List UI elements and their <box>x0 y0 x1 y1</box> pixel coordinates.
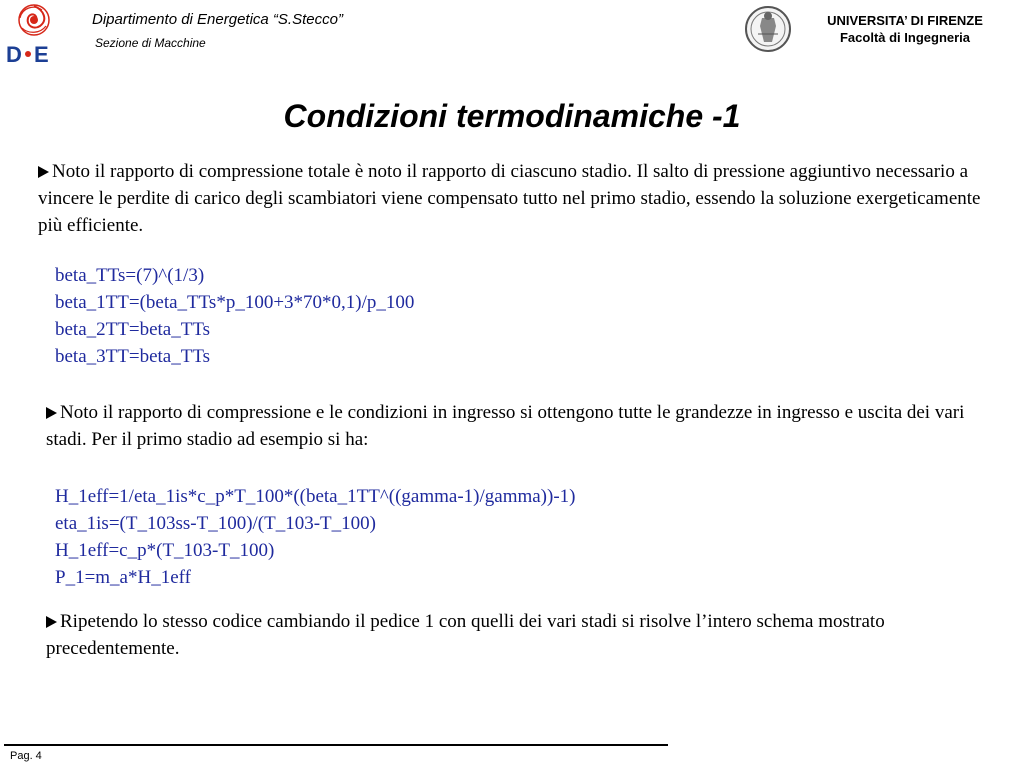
bullet-arrow-icon <box>38 166 49 178</box>
footer-divider <box>4 744 668 746</box>
code-line: beta_2TT=beta_TTs <box>55 319 210 340</box>
code-line: eta_1is=(T_103ss-T_100)/(T_103-T_100) <box>55 513 376 534</box>
bullet-paragraph-2 <box>46 399 996 453</box>
paragraph-text: Noto il rapporto di compressione totale è noto il rapporto di ciascuno stadio. Il salto di pressione aggiuntivo necessario a vincere le perdite di carico degli scambiatori viene compensato tutto nel primo stadio, essendo la soluzione exergeticamente più efficiente. <box>38 161 981 236</box>
code-line: beta_TTs=(7)^(1/3) <box>55 265 205 286</box>
university-header <box>800 12 1010 46</box>
swirl-emblem-icon <box>19 5 49 35</box>
code-line: beta_1TT=(beta_TTs*p_100+3*70*0,1)/p_100 <box>55 292 415 313</box>
code-block-1 <box>55 262 414 370</box>
faculty-name: Facoltà di Ingegneria <box>839 30 971 45</box>
code-block-2 <box>55 483 576 591</box>
code-line: beta_3TT=beta_TTs <box>55 346 210 367</box>
bullet-paragraph-1 <box>38 158 998 239</box>
page-number: Pag. 4 <box>10 750 42 762</box>
bullet-paragraph-3 <box>46 608 946 662</box>
logo-text: D <box>6 42 22 66</box>
paragraph-text: Noto il rapporto di compressione e le condizioni in ingresso si ottengono tutte le grandezze in ingresso e uscita dei vari stadi. Per il primo stadio ad esempio si ha: <box>46 402 965 450</box>
bullet-arrow-icon <box>46 407 57 419</box>
logo-dot <box>25 51 31 57</box>
department-name: Dipartimento di Energetica “S.Stecco” <box>92 11 343 28</box>
code-line: P_1=m_a*H_1eff <box>55 567 191 588</box>
code-line: H_1eff=c_p*(T_103-T_100) <box>55 540 275 561</box>
bullet-arrow-icon <box>46 616 57 628</box>
code-line: H_1eff=1/eta_1is*c_p*T_100*((beta_1TT^((gamma-1)/gamma))-1) <box>55 486 576 507</box>
department-section: Sezione di Macchine <box>95 36 206 50</box>
svg-text:E: E <box>34 42 49 66</box>
paragraph-text: Ripetendo lo stesso codice cambiando il pedice 1 con quelli dei vari stadi si risolve l’intero schema mostrato precedentemente. <box>46 611 885 659</box>
university-seal-icon <box>744 4 792 54</box>
department-logo <box>4 2 64 66</box>
university-name: UNIVERSITA’ DI FIRENZE <box>827 13 983 28</box>
department-header <box>92 10 343 52</box>
slide-title: Condizioni termodinamiche -1 <box>283 98 741 134</box>
